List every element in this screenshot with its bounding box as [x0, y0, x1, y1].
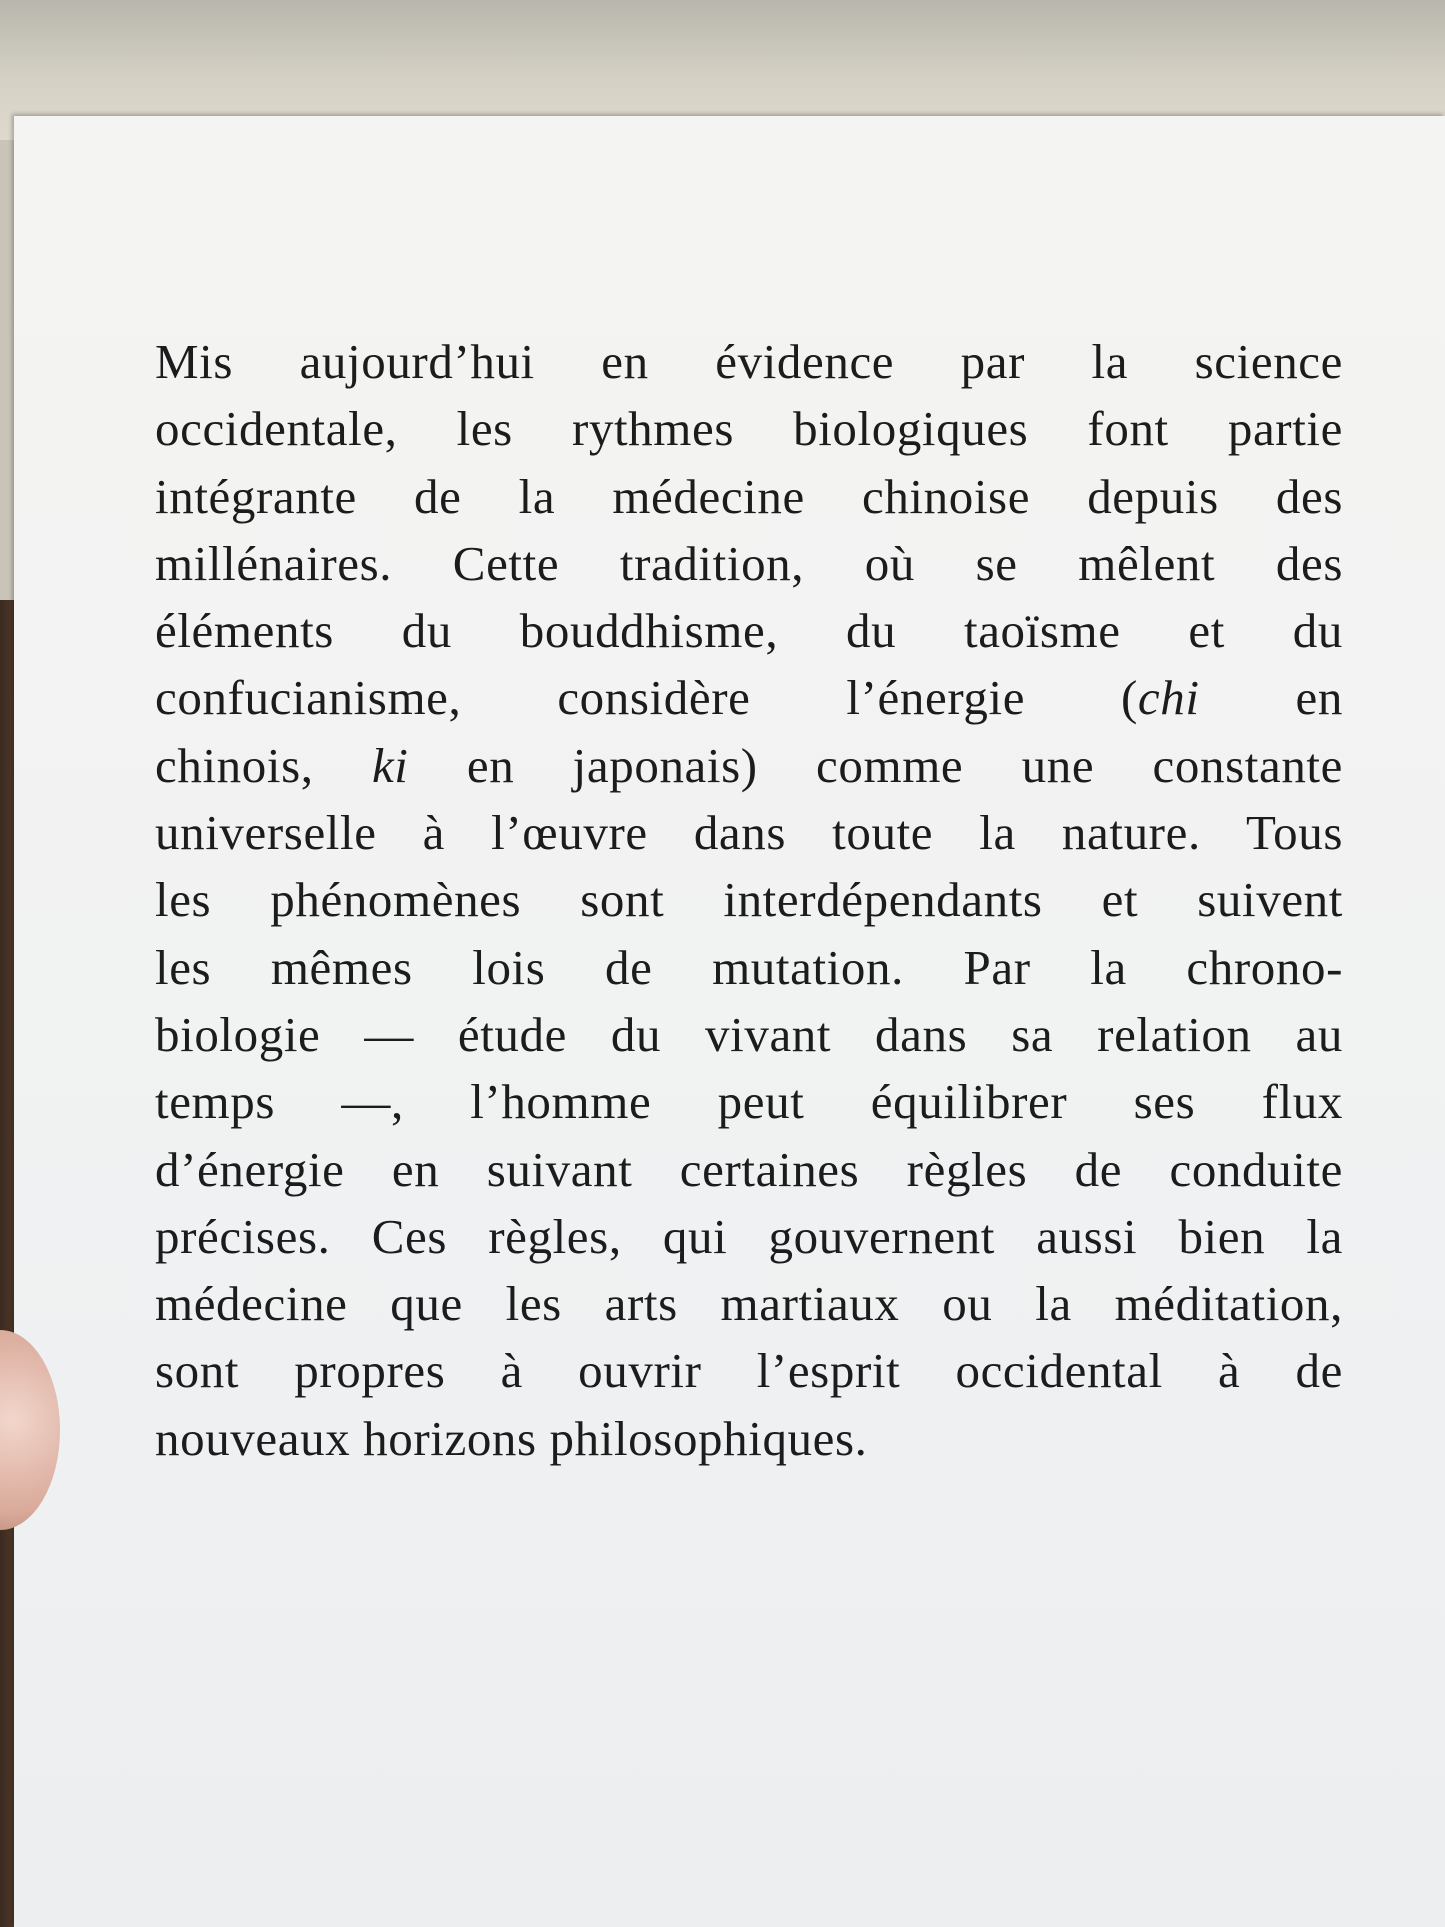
blurb-text — [155, 328, 1343, 1472]
line-text: chinois, — [155, 737, 372, 793]
blurb-line — [155, 732, 1343, 799]
blurb-line: temps —, l’homme peut équilibrer ses flux — [155, 1074, 1343, 1130]
blurb-line: d’énergie en suivant certaines règles de conduite — [155, 1141, 1343, 1197]
line-text: en — [1199, 670, 1343, 726]
blurb-line: précises. Ces règles, qui gouvernent aussi bien la — [155, 1208, 1343, 1264]
italic-term-chi: chi — [1137, 670, 1200, 726]
line-text: confucianisme, considère l’énergie ( — [155, 670, 1138, 726]
italic-term-ki: ki — [371, 737, 409, 793]
blurb-line: intégrante de la médecine chinoise depuis des — [155, 468, 1343, 524]
blurb-line: les mêmes lois de mutation. Par la chrono- — [155, 939, 1343, 995]
blurb-line: universelle à l’œuvre dans toute la nature. Tous — [155, 805, 1343, 861]
blurb-line: biologie — étude du vivant dans sa relation au — [155, 1006, 1343, 1062]
blurb-line: Mis aujourd’hui en évidence par la science — [155, 334, 1343, 389]
blurb-line: sont propres à ouvrir l’esprit occidental à de — [155, 1343, 1343, 1399]
line-text: en japonais) comme une constante — [408, 737, 1343, 793]
blurb-line: les phénomènes sont interdépendants et suivent — [155, 872, 1343, 928]
blurb-line: millénaires. Cette tradition, où se mêlent des — [155, 535, 1343, 591]
blurb-line: nouveaux horizons philosophiques. — [155, 1410, 868, 1466]
blurb-line: occidentale, les rythmes biologiques font partie — [155, 401, 1343, 457]
blurb-line: médecine que les arts martiaux ou la méditation, — [155, 1276, 1343, 1332]
blurb-line: éléments du bouddhisme, du taoïsme et du — [155, 603, 1343, 659]
blurb-line — [155, 664, 1343, 731]
